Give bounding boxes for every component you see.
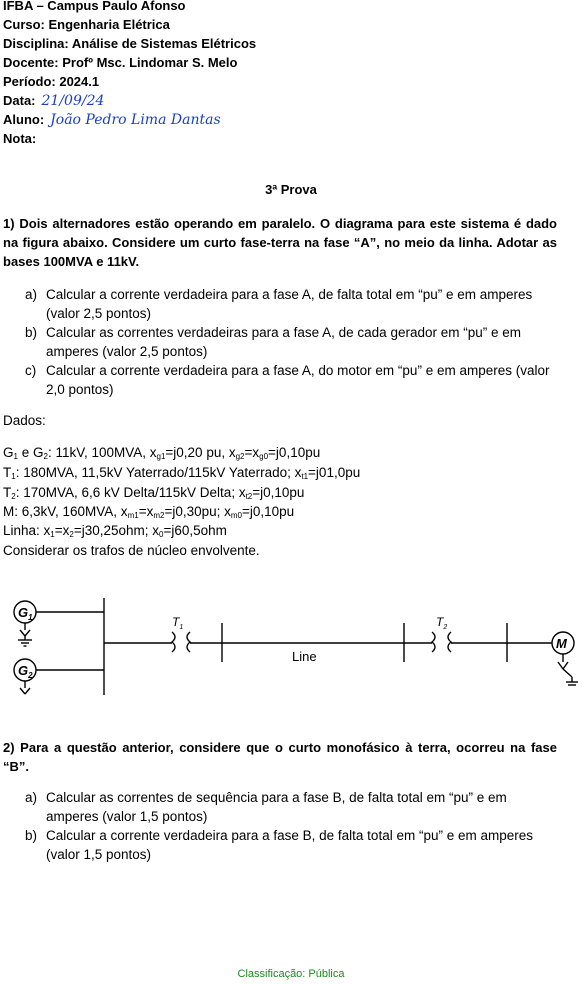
aluno-label: Aluno: xyxy=(3,112,45,127)
question-2-item-b xyxy=(25,826,557,864)
single-line-diagram xyxy=(0,590,582,700)
item-label: c) xyxy=(25,363,37,378)
dados-motor: M: 6,3kV, 160MVA, $x_{m1}=x_{m2}=j0,30pu$; $x_{m0}=j0,10pu$ xyxy=(3,504,295,520)
header-disciplina: Disciplina: Análise de Sistemas Elétricos xyxy=(3,36,257,51)
t1-primary-winding xyxy=(172,632,175,652)
dados-nucleo: Considerar os trafos de núcleo envolvente. xyxy=(3,543,260,558)
data-handwritten: 21/09/24 xyxy=(41,93,105,109)
line-label: Line xyxy=(292,649,317,664)
g2-label: $G_2$ xyxy=(18,663,33,680)
header-aluno xyxy=(3,112,221,128)
question-2-text: 2) Para a questão anterior, considere que o curto monofásico à terra, ocorreu na fase “B”. xyxy=(3,740,557,774)
item-label: b) xyxy=(25,325,38,340)
t1-secondary-winding xyxy=(187,632,190,652)
header-data xyxy=(3,93,104,109)
item-label: a) xyxy=(25,790,38,805)
t2-primary-winding xyxy=(432,632,435,652)
item-text: Calcular a corrente verdadeira para a fase A, do motor em “pu” e em amperes (valor 2,0 pontos) xyxy=(46,363,550,397)
header-nota: Nota: xyxy=(3,131,37,146)
question-1-text: 1) Dois alternadores estão operando em paralelo. O diagrama para este sistema é dado na figura abaixo. Considere um curto fase-terra na fase “A”, no meio da linha. Adotar as bases 100MVA e 11kV. xyxy=(3,216,557,269)
item-text: Calcular a corrente verdadeira para a fase B, de falta total em “pu” e em amperes (valor 1,5 pontos) xyxy=(46,828,533,862)
dados-t2: $T_2$: 170MVA, 6,6 kV Delta/115kV Delta; $x_{t2}=j0,10pu$ xyxy=(3,485,305,501)
dados-generators: $G_1$ e $G_2$: 11kV, 100MVA, $x_{g1}=j0,20$ pu, $x_{g2}=x_{g0}=j0,10pu$ xyxy=(3,445,321,461)
header-docente: Docente: Profº Msc. Lindomar S. Melo xyxy=(3,55,238,70)
header-periodo: Período: 2024.1 xyxy=(3,74,100,89)
question-2-item-a xyxy=(25,788,557,826)
t1-label: $T_1$ xyxy=(172,615,184,631)
dados-label: Dados: xyxy=(3,413,46,428)
question-1-item-c xyxy=(25,361,557,399)
item-label: a) xyxy=(25,287,38,302)
header-campus: IFBA – Campus Paulo Afonso xyxy=(3,0,186,13)
g1-label: $G_1$ xyxy=(18,605,33,622)
item-label: b) xyxy=(25,828,38,843)
question-1-item-b xyxy=(25,323,557,361)
item-text: Calcular as correntes verdadeiras para a fase A, de cada gerador em “pu” e em amperes (valor 2,5 pontos) xyxy=(46,325,521,359)
motor-label: M xyxy=(556,636,567,651)
item-text: Calcular as correntes de sequência para a fase B, de falta total em “pu” e em amperes (valor 1,5 pontos) xyxy=(46,790,507,824)
aluno-handwritten: João Pedro Lima Dantas xyxy=(50,112,221,128)
header-curso: Curso: Engenharia Elétrica xyxy=(3,17,170,32)
t2-label: $T_2$ xyxy=(436,615,448,631)
item-text: Calcular a corrente verdadeira para a fase A, de falta total em “pu” e em amperes (valor 2,5 pontos) xyxy=(46,287,533,321)
data-label: Data: xyxy=(3,93,36,108)
classification-footer: Classificação: Pública xyxy=(237,968,345,980)
t2-secondary-winding xyxy=(448,632,451,652)
question-1-item-a xyxy=(25,285,557,323)
dados-t1: $T_1$: 180MVA, 11,5kV Yaterrado/115kV Yaterrado; $x_{t1}=j01,0pu$ xyxy=(3,465,361,481)
dados-linha: Linha: $x_1=x_2=j30,25ohm$; $x_0=j60,5ohm$ xyxy=(3,523,227,539)
exam-title: 3ª Prova xyxy=(265,182,317,197)
